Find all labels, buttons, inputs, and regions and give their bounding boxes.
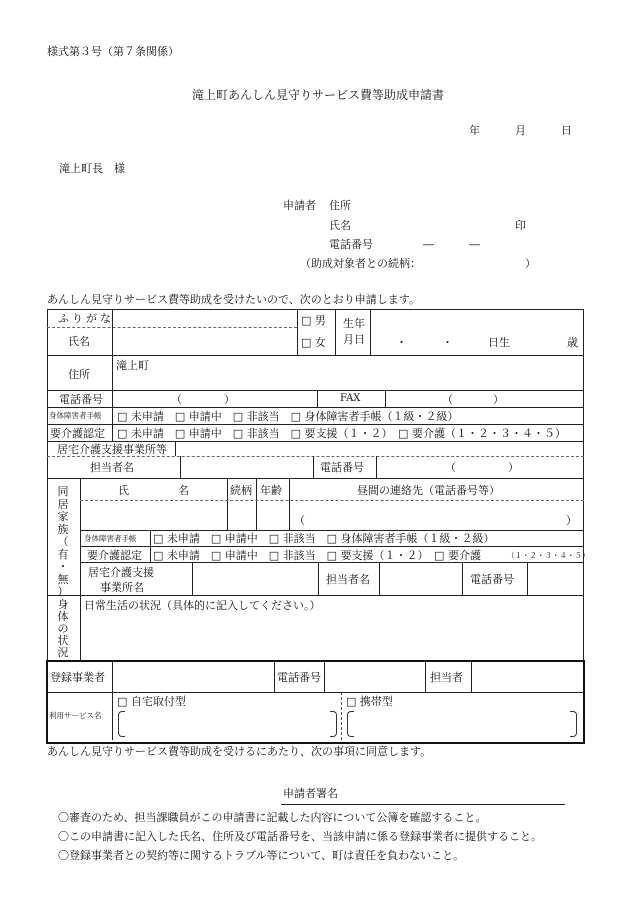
fax-paren-open: （: [442, 393, 453, 406]
female-checkbox[interactable]: □ 女: [301, 336, 326, 349]
provider-phone-label: 電話番号: [277, 671, 321, 684]
page-title: 滝上町あんしん見守りサービス費等助成申請書: [192, 88, 445, 102]
signature-line[interactable]: [281, 804, 565, 805]
mobile-type-bracket-right: [570, 711, 577, 737]
family-contact-close: ）: [566, 514, 577, 527]
family-care-levels[interactable]: （１・２・３・４・５）: [507, 551, 590, 560]
home-type-checkbox[interactable]: □ 自宅取付型: [117, 695, 186, 708]
relation-label: （助成対象者との続柄：: [300, 257, 421, 270]
home-type-bracket-right: [330, 711, 337, 737]
birth-dot-2: ・: [442, 336, 453, 349]
manager-label: 担当者名: [90, 461, 134, 474]
family-name-col-1: 氏: [118, 484, 129, 497]
mobile-type-bracket-left: [347, 711, 354, 737]
applicant-name-label: 氏名: [329, 219, 351, 232]
family-office-label-1: 居宅介護支援: [88, 566, 154, 579]
condition-prompt[interactable]: 日常生活の状況（具体的に記入してください。）: [84, 599, 321, 612]
address-label: 住所: [68, 368, 90, 381]
male-checkbox[interactable]: □ 男: [301, 314, 326, 327]
date-day-label: 日: [561, 124, 572, 137]
applicant-phone-label: 電話番号: [329, 238, 373, 251]
addressee: 滝上町長 様: [59, 162, 125, 175]
fax-paren-close: ）: [493, 393, 504, 406]
birth-day-label: 日生: [488, 336, 510, 349]
date-year-label: 年: [469, 124, 480, 137]
fax-label: FAX: [340, 393, 361, 404]
registered-provider-label: 登録事業者: [50, 671, 105, 684]
age-label: 歳: [567, 336, 578, 349]
phone-dash-2: ―: [469, 238, 480, 251]
applicant-label: 申請者: [283, 199, 316, 212]
phone-paren-close: ）: [224, 393, 235, 406]
family-care-label: 要介護認定: [87, 549, 142, 562]
disability-label: 身体障害者手帳: [49, 411, 102, 420]
family-care-options[interactable]: □ 未申請 □ 申請中 □ 非該当 □ 要支援（１・２） □ 要介護: [153, 549, 481, 562]
birth-label-1: 生年: [343, 317, 365, 330]
consent-item-2: 〇この申請書に記入した氏名、住所及び電話番号を、当該申請に係る登録事業者に提供すること。: [58, 830, 542, 843]
birth-label-2: 月日: [343, 333, 365, 346]
date-month-label: 月: [515, 124, 526, 137]
furigana-label: ふりがな: [58, 312, 114, 325]
seal-mark: 印: [515, 219, 526, 232]
furigana-input[interactable]: [114, 313, 296, 325]
family-contact-open: （: [294, 514, 305, 527]
family-age-col: 年齢: [260, 484, 282, 497]
service-name-label: 利用サービス名: [49, 711, 102, 720]
family-disability-options[interactable]: □ 未申請 □ 申請中 □ 非該当 □ 身体障害者手帳（１級・２級）: [153, 532, 495, 545]
subject-name-input[interactable]: [114, 331, 296, 351]
signature-label: 申請者署名: [283, 787, 338, 800]
family-office-label-2: 事業所名: [100, 581, 144, 594]
family-relation-col: 続柄: [230, 484, 252, 497]
consent-intro: あんしん見守りサービス費等助成を受けるにあたり、次の事項に同意します。: [47, 745, 432, 758]
mobile-type-checkbox[interactable]: □ 携帯型: [346, 695, 393, 708]
consent-item-3: 〇登録事業者との契約等に関するトラブル等について、町は責任を負わないこと。: [58, 849, 465, 862]
family-name-col-2: 名: [178, 484, 189, 497]
address-value[interactable]: 滝上町: [116, 359, 149, 372]
manager-paren-open: （: [445, 461, 456, 474]
relation-close: ）: [525, 257, 536, 270]
intro-text: あんしん見守りサービス費等助成を受けたいので、次のとおり申請します。: [47, 293, 420, 306]
manager-paren-close: ）: [508, 461, 519, 474]
family-phone-label: 電話番号: [470, 573, 514, 586]
phone-label: 電話番号: [59, 393, 103, 406]
care-options[interactable]: □ 未申請 □ 申請中 □ 非該当 □ 要支援（１・２） □ 要介護（１・２・３・４・５）: [117, 427, 566, 440]
phone-dash-1: ―: [423, 238, 434, 251]
consent-item-1: 〇審査のため、担当課職員がこの申請書に記載した内容について公簿を確認すること。: [58, 811, 487, 824]
office-label: 居宅介護支援事業所等: [57, 443, 167, 456]
phone-paren-open: （: [171, 393, 182, 406]
subject-name-label: 氏名: [68, 335, 90, 348]
condition-side-label: 身 体 の 状 況: [57, 598, 69, 659]
family-side-label: 同 居 家 族 （ 有 ・ 無 ）: [57, 485, 69, 598]
provider-col-divider: [112, 662, 113, 740]
family-manager-label: 担当者名: [326, 573, 370, 586]
family-disability-label: 身体障害者手帳: [84, 534, 137, 543]
applicant-address-label: 住所: [329, 199, 351, 212]
disability-options[interactable]: □ 未申請 □ 申請中 □ 非該当 □ 身体障害者手帳（１級・２級）: [117, 410, 459, 423]
care-label: 要介護認定: [50, 427, 105, 440]
family-daytime-col: 昼間の連絡先（電話番号等）: [357, 484, 500, 497]
form-number: 様式第３号（第７条関係）: [47, 45, 179, 58]
home-type-bracket-left: [118, 711, 125, 737]
provider-manager-label: 担当者: [430, 671, 463, 684]
manager-phone-label: 電話番号: [320, 461, 364, 474]
birth-dot-1: ・: [396, 336, 407, 349]
